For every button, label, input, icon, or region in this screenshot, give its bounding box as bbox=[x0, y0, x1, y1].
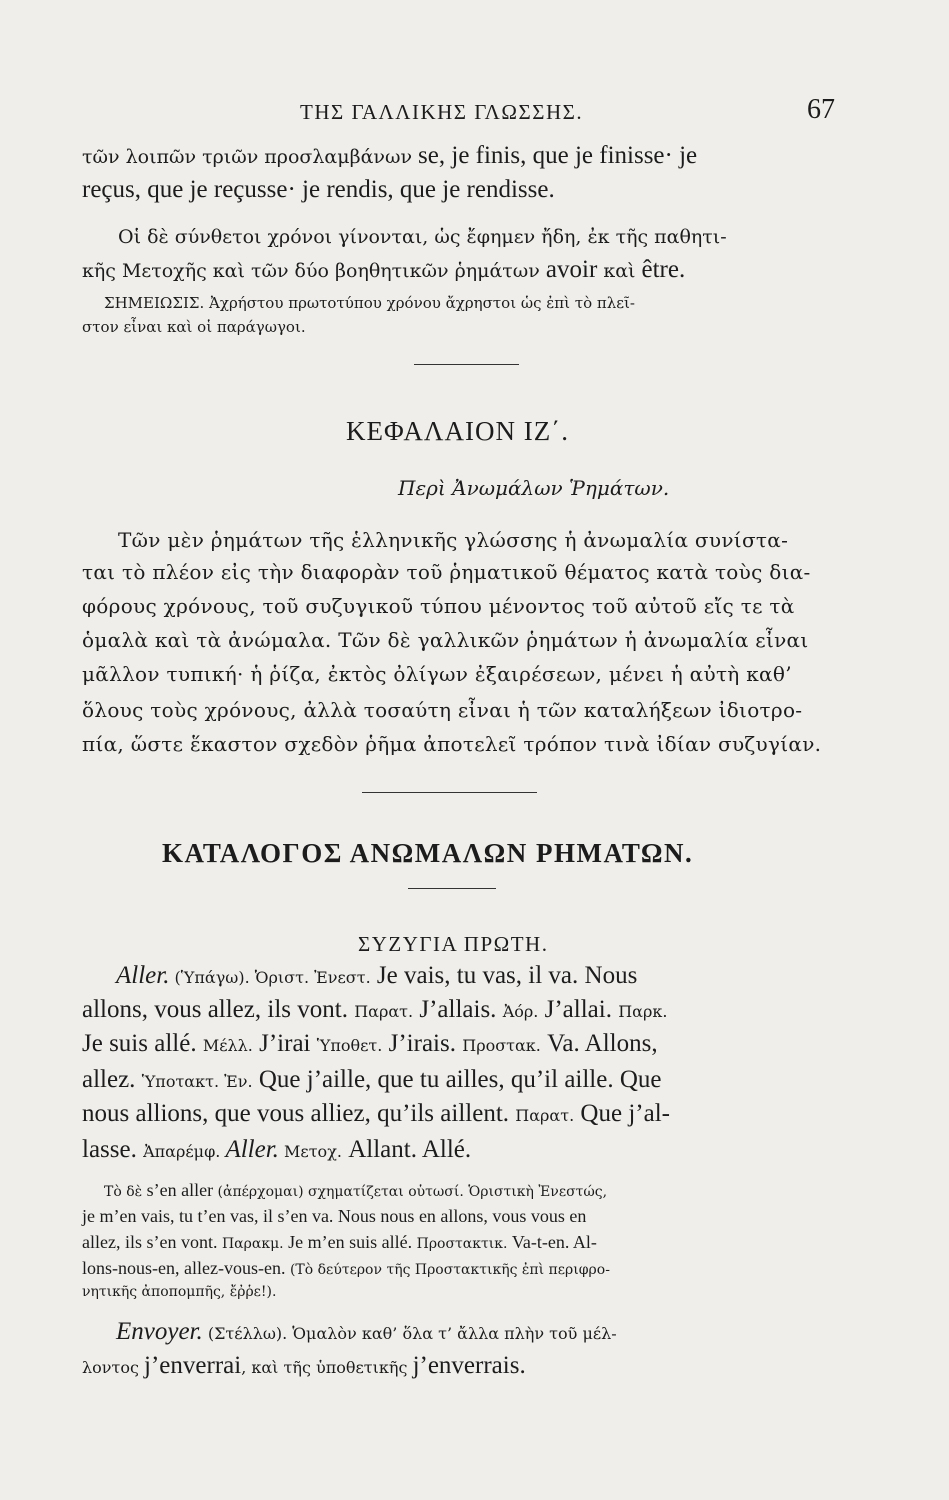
text-fragment: Ὑποθετ. bbox=[316, 1036, 383, 1055]
text-fragment: Allant. Allé. bbox=[341, 1136, 472, 1163]
page-number: 67 bbox=[807, 94, 835, 125]
text-fragment: λοντος bbox=[82, 1358, 145, 1377]
text-fragment: nous allions, que vous alliez, qu’ils aillent. bbox=[82, 1100, 516, 1127]
paragraph-line: μᾶλλον τυπική· ἡ ῥίζα, ἐκτὸς ὀλίγων ἐξαιρέσεων, μένει ἡ αὐτὴ καθ’ bbox=[82, 662, 792, 686]
verb-entry-line bbox=[82, 996, 667, 1024]
page-header bbox=[100, 94, 835, 134]
text-line: reçus, que je reçusse· je rendis, que je rendisse. bbox=[82, 176, 555, 203]
text-fragment: Παρκ. bbox=[618, 1002, 668, 1021]
divider bbox=[362, 792, 537, 793]
text-fragment: être. bbox=[641, 256, 686, 283]
paragraph-line: ὅλους τοὺς χρόνους, ἀλλὰ τοσαύτη εἶναι ἡ τῶν καταλήξεων ἰδιοτρο- bbox=[82, 698, 803, 722]
paragraph-line: ται τὸ πλέον εἰς τὴν διαφορὰν τοῦ ῥηματικοῦ θέματος κατὰ τοὺς δια- bbox=[82, 560, 811, 584]
catalogue-title: ΚΑΤΑΛΟΓΟΣ ΑΝΩΜΑΛΩΝ ΡΗΜΑΤΩΝ. bbox=[162, 838, 694, 868]
text-fragment: (ἀπέρχομαι) σχηματίζεται οὑτωσί. Ὁριστικὴ Ἐνεστώς, bbox=[213, 1184, 608, 1200]
verb-entry-line bbox=[82, 1066, 662, 1094]
text-fragment: Ὁριστ. Ἐνεστ. bbox=[254, 968, 371, 987]
verb-entry-line bbox=[82, 1136, 471, 1164]
text-fragment: allons, vous allez, ils vont. bbox=[82, 996, 355, 1023]
divider bbox=[408, 888, 496, 889]
section-title: ΣΥΖΥΓΙΑ ΠΡΩΤΗ. bbox=[358, 932, 549, 956]
paragraph-line: φόρους χρόνους, τοῦ συζυγικοῦ τύπου μένοντος τοῦ αὐτοῦ εἴς τε τὰ bbox=[82, 594, 795, 618]
text-fragment: (Τὸ δεύτερον τῆς Προστακτικῆς ἐπὶ περιφρο- bbox=[289, 1262, 610, 1278]
text-fragment: Προστακτικ. bbox=[416, 1236, 508, 1252]
text-fragment: Je m’en suis allé. bbox=[283, 1232, 417, 1252]
text-fragment: J’irais. bbox=[382, 1030, 463, 1057]
text-fragment: allez, ils s’en vont. bbox=[82, 1232, 222, 1252]
note-line bbox=[82, 1258, 610, 1279]
text-fragment: j’enverrai bbox=[144, 1352, 242, 1379]
note-line: νητικῆς ἀποπομπῆς, ἔῤῥε!). bbox=[82, 1284, 277, 1300]
text-fragment: Προστακ. bbox=[462, 1036, 541, 1055]
note-line: je m’en vais, tu t’en vas, il s’en va. Nous nous en allons, vous vous en bbox=[82, 1206, 587, 1226]
paragraph-line: Τῶν μὲν ῥημάτων τῆς ἑλληνικῆς γλώσσης ἡ ἀνωμαλία συνίστα- bbox=[118, 528, 789, 552]
text-fragment: J’irai bbox=[252, 1030, 317, 1057]
text-fragment: s’en aller bbox=[146, 1180, 214, 1200]
note-line bbox=[104, 1180, 607, 1201]
verb-entry-line bbox=[116, 1318, 617, 1346]
text-fragment: j’enverrais. bbox=[412, 1352, 526, 1379]
text-fragment: Παρατ. bbox=[354, 1002, 414, 1021]
text-fragment: Aller. bbox=[225, 1136, 279, 1163]
text-fragment: Ἀπαρέμφ. bbox=[143, 1142, 221, 1161]
text-fragment: (Στέλλω). Ὁμαλὸν καθ’ ὅλα τ’ ἄλλα πλὴν τοῦ μέλ- bbox=[202, 1324, 617, 1343]
text-fragment: avoir bbox=[545, 256, 598, 283]
text-fragment: Je suis allé. bbox=[82, 1030, 203, 1057]
text-fragment: (Ὑπάγω). bbox=[169, 968, 255, 987]
text-fragment: J’allai. bbox=[538, 996, 619, 1023]
text-line: Οἱ δὲ σύνθετοι χρόνοι γίνονται, ὡς ἔφημεν ἤδη, ἐκ τῆς παθητι- bbox=[118, 226, 727, 248]
text-line bbox=[82, 142, 697, 170]
text-fragment: καὶ bbox=[597, 260, 642, 282]
text-fragment: Παρακμ. bbox=[221, 1236, 284, 1252]
text-fragment: Que j’aille, que tu ailles, qu’il aille. Que bbox=[252, 1066, 662, 1093]
paragraph-line: πία, ὥστε ἕκαστον σχεδὸν ῥῆμα ἀποτελεῖ τρόπον τινὰ ἰδίαν συζυγίαν. bbox=[82, 732, 822, 756]
verb-entry-line bbox=[116, 962, 637, 990]
text-fragment: Je vais, tu vas, il va. Nous bbox=[370, 962, 638, 989]
text-fragment: Τὸ δὲ bbox=[104, 1184, 147, 1200]
text-fragment: Μετοχ. bbox=[284, 1142, 342, 1161]
text-fragment: Ἀόρ. bbox=[502, 1002, 539, 1021]
verb-entry-line bbox=[82, 1352, 526, 1380]
text-fragment: se, je finis, que je finisse· je bbox=[418, 142, 698, 169]
verb-entry-line bbox=[82, 1100, 670, 1128]
text-fragment: Va. Allons, bbox=[540, 1030, 658, 1057]
text-fragment: J’allais. bbox=[413, 996, 503, 1023]
chapter-subtitle: Περὶ Ἀνωμάλων Ῥημάτων. bbox=[398, 476, 670, 500]
divider bbox=[414, 364, 519, 365]
text-fragment: κῆς Μετοχῆς καὶ τῶν δύο βοηθητικῶν ῥημάτων bbox=[82, 260, 546, 282]
text-fragment: Ὑποτακτ. Ἐν. bbox=[141, 1072, 253, 1091]
verb-headword: Envoyer. bbox=[116, 1318, 203, 1345]
text-fragment: lons-nous-en, allez-vous-en. bbox=[82, 1258, 290, 1278]
chapter-title: ΚΕΦΑΛΑΙΟΝ ΙΖ΄. bbox=[346, 416, 569, 446]
verb-headword: Aller. bbox=[116, 962, 170, 989]
text-fragment: allez. bbox=[82, 1066, 142, 1093]
text-fragment: Παρατ. bbox=[515, 1106, 575, 1125]
running-title: ΤΗΣ ΓΑΛΛΙΚΗΣ ΓΛΩΣΣΗΣ. bbox=[300, 100, 584, 124]
text-fragment: lasse. bbox=[82, 1136, 144, 1163]
text-fragment: Μέλλ. bbox=[202, 1036, 253, 1055]
note-line: στον εἶναι καὶ οἱ παράγωγοι. bbox=[82, 318, 306, 336]
note-line: ΣΗΜΕΙΩΣΙΣ. Ἀχρήστου πρωτοτύπου χρόνου ἄχρηστοι ὡς ἐπὶ τὸ πλεῖ- bbox=[104, 294, 635, 312]
text-fragment: τῶν λοιπῶν τριῶν προσλαμβάνων bbox=[82, 146, 419, 168]
text-line bbox=[82, 256, 685, 284]
text-fragment: Va-t-en. Al- bbox=[507, 1232, 597, 1252]
text-fragment: Que j’al- bbox=[574, 1100, 670, 1127]
text-fragment: , καὶ τῆς ὑποθετικῆς bbox=[241, 1358, 413, 1377]
note-line bbox=[82, 1232, 597, 1253]
paragraph-line: ὁμαλὰ καὶ τὰ ἀνώμαλα. Τῶν δὲ γαλλικῶν ῥημάτων ἡ ἀνωμαλία εἶναι bbox=[82, 628, 809, 652]
verb-entry-line bbox=[82, 1030, 658, 1058]
